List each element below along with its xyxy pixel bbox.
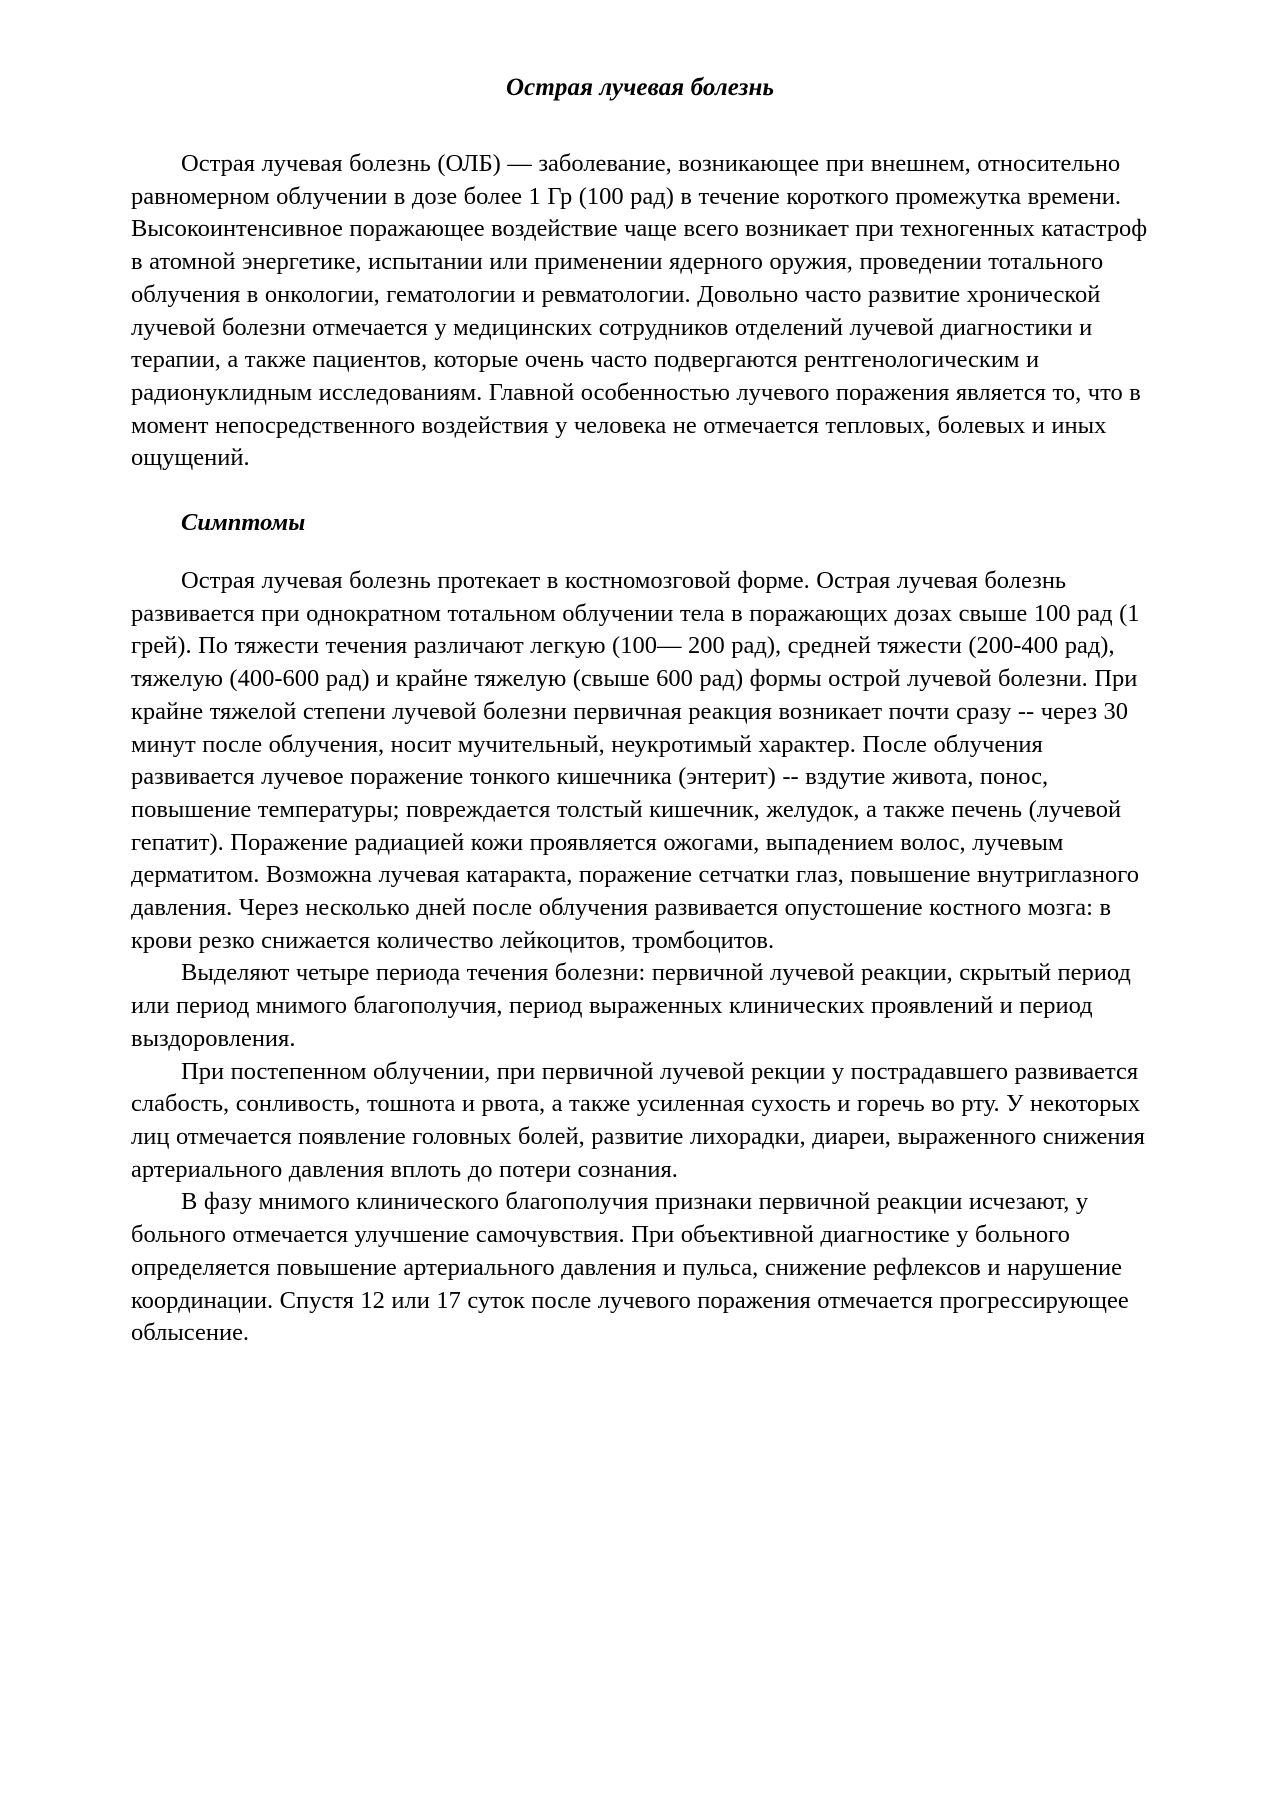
section-heading-symptoms: Симптомы: [181, 509, 306, 537]
symptoms-paragraph-1: Острая лучевая болезнь протекает в костномозговой форме. Острая лучевая болезнь развивается при однократном тотальном облучении тела в поражающих дозах свыше 100 рад (1 грей). По тяжести течения различают легкую (100— 200 рад), средней тяжести (200-400 рад), тяжелую (400-600 рад) и крайне тяжелую (свыше 600 рад) формы острой лучевой болезни. При крайне тяжелой степени лучевой болезни первичная реакция возникает почти сразу -- через 30 минут после облучения, носит мучительный, неукротимый характер. После облучения развивается лучевое поражение тонкого кишечника (энтерит) -- вздутие живота, понос, повышение температуры; повреждается толстый кишечник, желудок, а также печень (лучевой гепатит). Поражение радиацией кожи проявляется ожогами, выпадением волос, лучевым дерматитом. Возможна лучевая катаракта, поражение сетчатки глаз, повышение внутриглазного давления. Через несколько дней после облучения развивается опустошение костного мозга: в крови резко снижается количество лейкоцитов, тромбоцитов.: [131, 567, 1140, 954]
intro-paragraph: Острая лучевая болезнь (ОЛБ) — заболевание, возникающее при внешнем, относительно равномерном облучении в дозе более 1 Гр (100 рад) в течение короткого промежутка времени. Высокоинтенсивное поражающее воздействие чаще всего возникает при техногенных катастроф в атомной энергетике, испытании или применении ядерного оружия, проведении тотального облучения в онкологии, гематологии и ревматологии. Довольно часто развитие хронической лучевой болезни отмечается у медицинских сотрудников отделений лучевой диагностики и терапии, а также пациентов, которые очень часто подвергаются рентгенологическим и радионуклидным исследованиям. Главной особенностью лучевого поражения является то, что в момент непосредственного воздействия у человека не отмечается тепловых, болевых и иных ощущений.: [131, 150, 1148, 472]
symptoms-body: [131, 565, 1149, 1350]
symptoms-paragraph-4: В фазу мнимого клинического благополучия признаки первичной реакции исчезают, у больного отмечается улучшение самочувствия. При объективной диагностике у больного определяется повышение артериального давления и пульса, снижение рефлексов и нарушение координации. Спустя 12 или 17 суток после лучевого поражения отмечается прогрессирующее облысение.: [131, 1188, 1129, 1347]
symptoms-paragraph-2: Выделяют четыре периода течения болезни: первичной лучевой реакции, скрытый период или период мнимого благополучия, период выраженных клинических проявлений и период выздоровления.: [131, 959, 1131, 1052]
symptoms-paragraph-3: При постепенном облучении, при первичной лучевой рекции у пострадавшего развивается слабость, сонливость, тошнота и рвота, а также усиленная сухость и горечь во рту. У некоторых лиц отмечается появление головных болей, развитие лихорадки, диареи, выраженного снижения артериального давления вплоть до потери сознания.: [131, 1057, 1145, 1183]
page-title: Острая лучевая болезнь: [505, 74, 775, 101]
